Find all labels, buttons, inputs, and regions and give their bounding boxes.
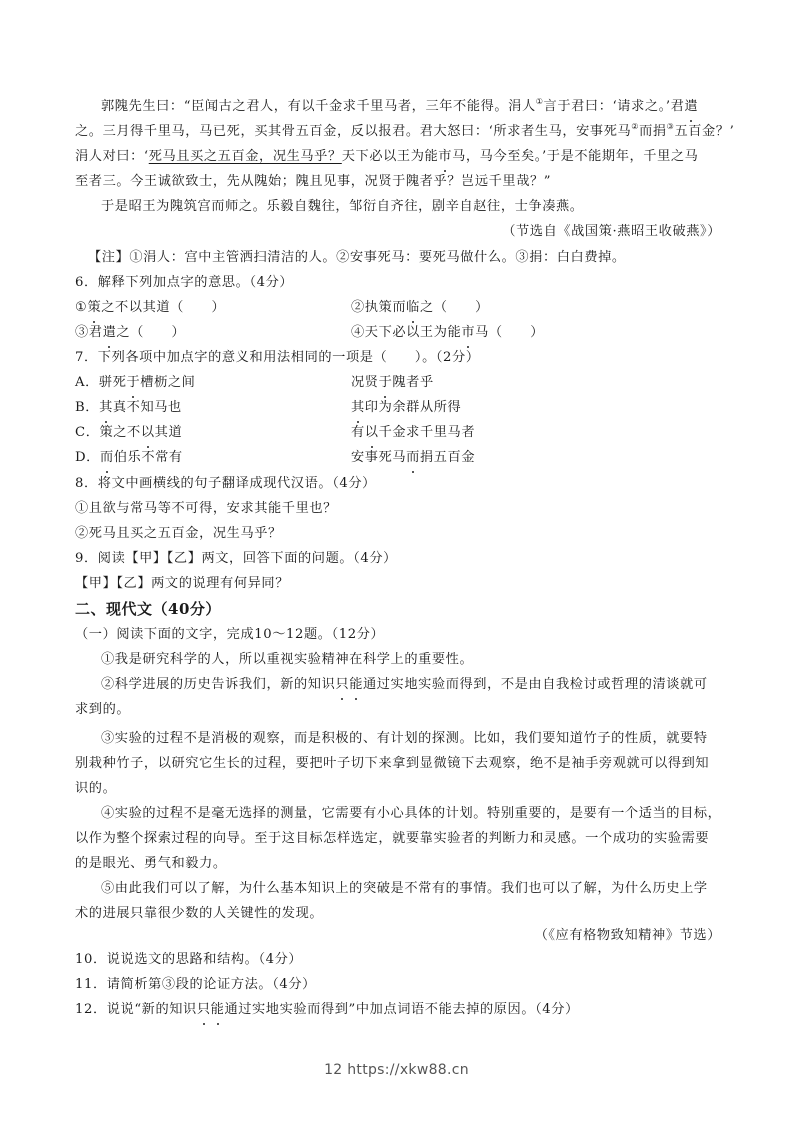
q10: 10．说说选文的思路和结构。（4分）	[75, 952, 303, 967]
dotted-char: 市	[438, 144, 452, 169]
para-3-cont-2: 识的。	[75, 781, 117, 796]
q11: 11．请简析第③段的论证方法。（4分）	[75, 977, 316, 992]
q9-stem: 9．阅读【甲】【乙】两文，回答下面的问题。（4分）	[75, 551, 397, 566]
passage-line-4: 至者三。今王诚欲致士，先从隗始；隗且见事，况贤于隗者乎？岂远千里哉？”	[75, 174, 552, 189]
para-5: ⑤由此我们可以了解，为什么基本知识上的突破是不常有的事情。我们也可以了解，为什么历史上学	[101, 881, 708, 896]
para-2-cont: 求到的。	[75, 702, 131, 717]
q9-question: 【甲】【乙】两文的说理有何异同？	[75, 576, 289, 591]
passage-note: 【注】①涓人：宫中主管洒扫清洁的人。②安事死马：要死马做什么。③捐：白白费掉。	[88, 250, 626, 265]
q7-option-d: D．而伯乐不常有 安事死马而捐五百金	[75, 445, 725, 470]
para-3: ③实验的过程不是消极的观察，而是积极的、有计划的探测。比如，我们要知道竹子的性质，就要特	[101, 731, 708, 746]
q6-item-2: ②执策而临之（ ）	[351, 295, 489, 320]
section-sub: （一）阅读下面的文字，完成10～12题。（12分）	[75, 627, 385, 642]
q8-item-2: ②死马且买之五百金，况生马乎？	[75, 526, 282, 541]
q7-option-b: B．其真不知马也 其印为余群从所得	[75, 395, 725, 420]
q6-item-4: ④天下必以王为能市马（ ）	[351, 320, 544, 345]
q8-item-1: ①且欲与常马等不可得，安求其能千里也？	[75, 501, 337, 516]
underlined-sentence: 死马且买之五百金，况生马乎？	[148, 149, 342, 164]
para-4-cont-2: 的是眼光、勇气和毅力。	[75, 856, 227, 871]
q6-item-3: ③君遣之（ ）	[75, 325, 185, 340]
q6-row-2	[75, 320, 725, 345]
para-3-cont-1: 别栽种竹子，以研究它生长的过程，要把叶子切下来拿到显微镜下去观察，绝不是袖手旁观就可以得到知	[75, 756, 710, 771]
dotted-char: 遣	[684, 94, 698, 119]
passage-line-5: 于是昭王为隗筑宫而师之。乐毅自魏往，邹衍自齐往，剧辛自赵往，士争凑燕。	[101, 199, 584, 214]
q7-option-c: C．策之不以其道 有以千金求千里马者	[75, 420, 725, 445]
para-2: ②科学进展的历史告诉我们，新的知识只能通过实地实验而得到，不是由自我检讨或哲理的清谈就可	[101, 672, 751, 697]
para-4: ④实验的过程不是毫无选择的测量，它需要有小心具体的计划。特别重要的，是要有一个适当的目标，	[101, 806, 722, 821]
para-4-cont-1: 以作为整个探索过程的向导。至于这目标怎样选定，就要靠实验者的判断力和灵感。一个成功的实验需要	[75, 831, 710, 846]
q7-option-a: A．骈死于槽枥之间 况贤于隗者乎	[75, 370, 725, 395]
q6-stem: 6．解释下列加点字的意思。（4分）	[75, 275, 294, 290]
modern-source: （《应有格物致知精神》节选）	[534, 928, 721, 943]
q7-stem: 7．下列各项中加点字的意义和用法相同的一项是（ ）。（2分）	[75, 350, 480, 365]
q8-stem: 8．将文中画横线的句子翻译成现代汉语。（4分）	[75, 476, 376, 491]
passage-line-1: 郭隗先生曰：“臣闻古之君人，有以千金求千里马者，三年不能得。涓人①言于君曰：‘请求之。’君遣	[101, 94, 751, 119]
q6-item-1: ①策之不以其道（ ）	[75, 300, 225, 315]
page-footer: 12 https://xkw88.cn	[324, 1062, 469, 1078]
q12: 12．说说“新的知识只能通过实地实验而得到”中加点词语不能去掉的原因。（4分）	[75, 997, 725, 1022]
para-1: ①我是研究科学的人，所以重视实验精神在科学上的重要性。	[101, 652, 474, 667]
passage-line-2: 之。三月得千里马，马已死，买其骨五百金，反以报君。君大怒曰：‘所求者生马，安事死马②而捐③五百金？’	[75, 122, 735, 139]
passage-source: （节选自《战国策·燕昭王收破燕》）	[502, 224, 721, 239]
para-5-cont: 术的进展只靠很少数的人关键性的发现。	[75, 906, 324, 921]
passage-line-3: 涓人对曰：‘死马且买之五百金，况生马乎？天下必以王为能市马，马今至矣。’于是不能期年，千里之马	[75, 144, 725, 169]
section-title: 二、现代文（40分）	[75, 600, 221, 618]
q6-row-1	[75, 295, 725, 320]
